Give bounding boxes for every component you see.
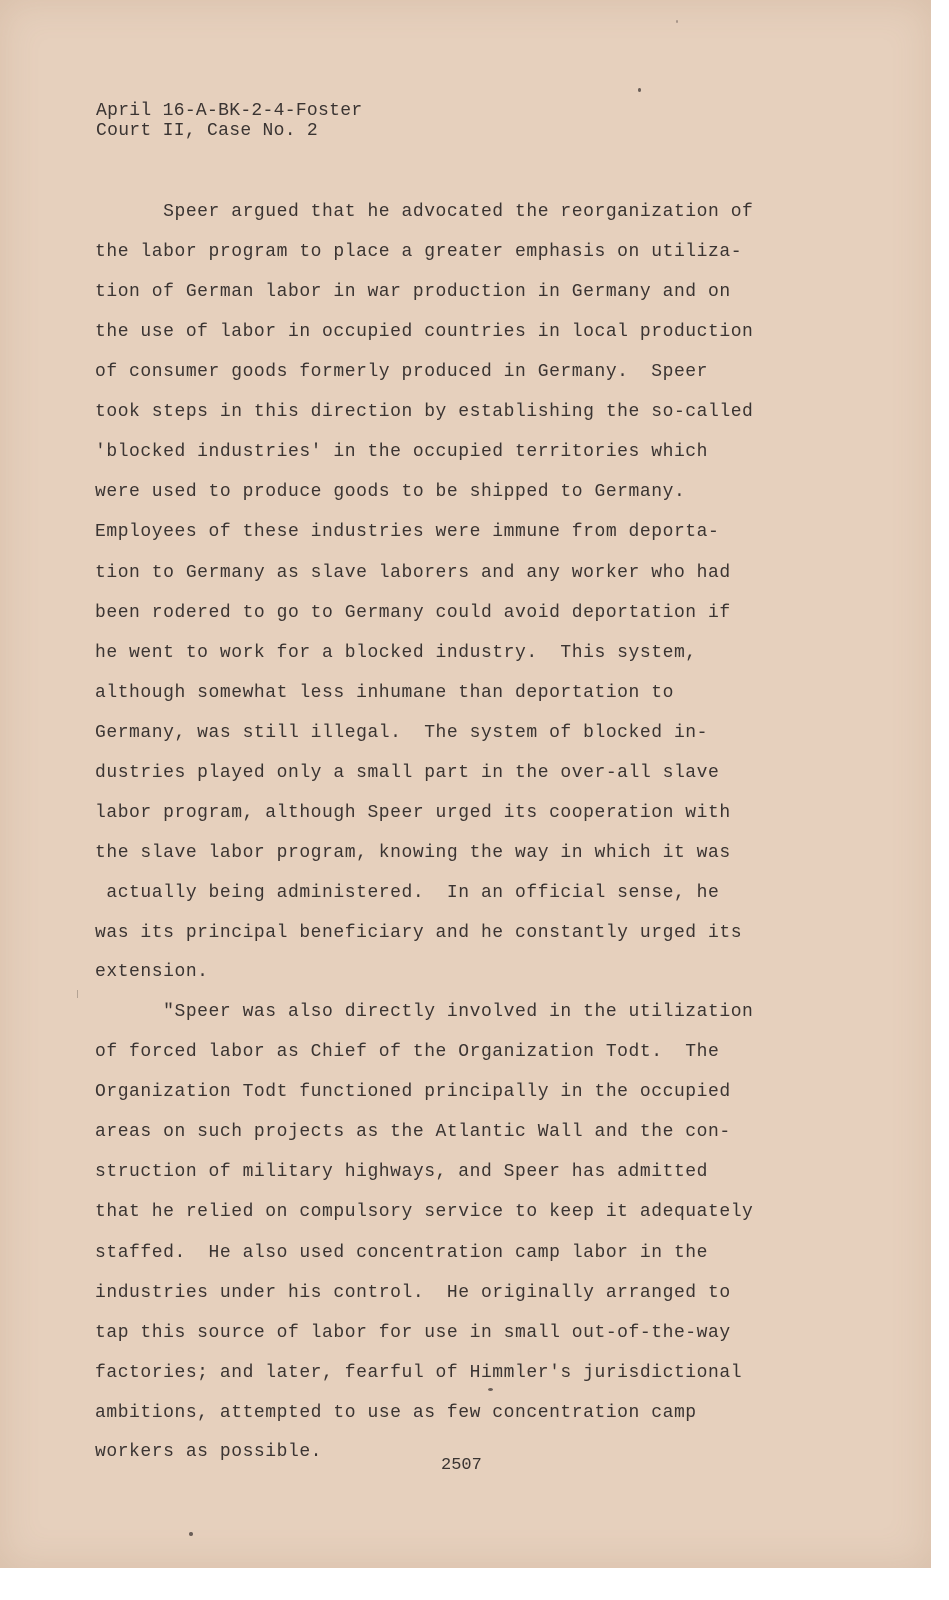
paper-speck	[488, 1388, 493, 1391]
document-header	[96, 101, 362, 141]
page-number: 2507	[441, 1456, 482, 1475]
body-line: the slave labor program, knowing the way in which it was	[95, 843, 731, 863]
body-line: been rodered to go to Germany could avoid deportation if	[95, 603, 731, 623]
body-line: of forced labor as Chief of the Organization Todt. The	[95, 1042, 720, 1062]
body-line: Organization Todt functioned principally in the occupied	[95, 1082, 731, 1102]
body-line: the use of labor in occupied countries in local production	[95, 322, 754, 342]
body-line: workers as possible.	[95, 1442, 323, 1462]
body-line: labor program, although Speer urged its cooperation with	[95, 803, 731, 823]
body-line: areas on such projects as the Atlantic Wall and the con-	[95, 1122, 731, 1142]
header-court-case: Court II, Case No. 2	[96, 121, 319, 141]
body-line: tap this source of labor for use in small out-of-the-way	[95, 1323, 731, 1343]
body-line: Employees of these industries were immune from deporta-	[95, 522, 720, 542]
paper-speck	[77, 990, 78, 998]
body-line: Germany, was still illegal. The system of blocked in-	[95, 723, 708, 743]
body-line: he went to work for a blocked industry. This system,	[95, 643, 697, 663]
body-line: tion of German labor in war production in Germany and on	[95, 282, 731, 302]
body-line: 'blocked industries' in the occupied territories which	[95, 442, 708, 462]
body-line: extension.	[95, 962, 209, 982]
body-line: "Speer was also directly involved in the utilization	[95, 1002, 754, 1022]
body-line: was its principal beneficiary and he constantly urged its	[95, 923, 743, 943]
body-line: were used to produce goods to be shipped to Germany.	[95, 482, 686, 502]
body-line: Speer argued that he advocated the reorganization of	[95, 202, 754, 222]
header-reference: April 16-A-BK-2-4-Foster	[96, 101, 363, 121]
body-line: although somewhat less inhumane than deportation to	[95, 683, 674, 703]
body-line: staffed. He also used concentration camp labor in the	[95, 1243, 708, 1263]
body-line: took steps in this direction by establishing the so-called	[95, 402, 754, 422]
body-line: tion to Germany as slave laborers and any worker who had	[95, 563, 731, 583]
body-line: actually being administered. In an official sense, he	[95, 883, 720, 903]
body-line: that he relied on compulsory service to keep it adequately	[95, 1202, 754, 1222]
body-line: struction of military highways, and Speer has admitted	[95, 1162, 708, 1182]
body-line: dustries played only a small part in the over-all slave	[95, 763, 720, 783]
body-line: of consumer goods formerly produced in Germany. Speer	[95, 362, 708, 382]
body-line: factories; and later, fearful of Himmler's jurisdictional	[95, 1363, 743, 1383]
paper-speck	[638, 88, 641, 92]
body-line: the labor program to place a greater emphasis on utiliza-	[95, 242, 743, 262]
paper-speck	[189, 1532, 193, 1536]
body-line: industries under his control. He originally arranged to	[95, 1283, 731, 1303]
body-line: ambitions, attempted to use as few concentration camp	[95, 1403, 697, 1423]
paper-speck	[676, 20, 678, 23]
